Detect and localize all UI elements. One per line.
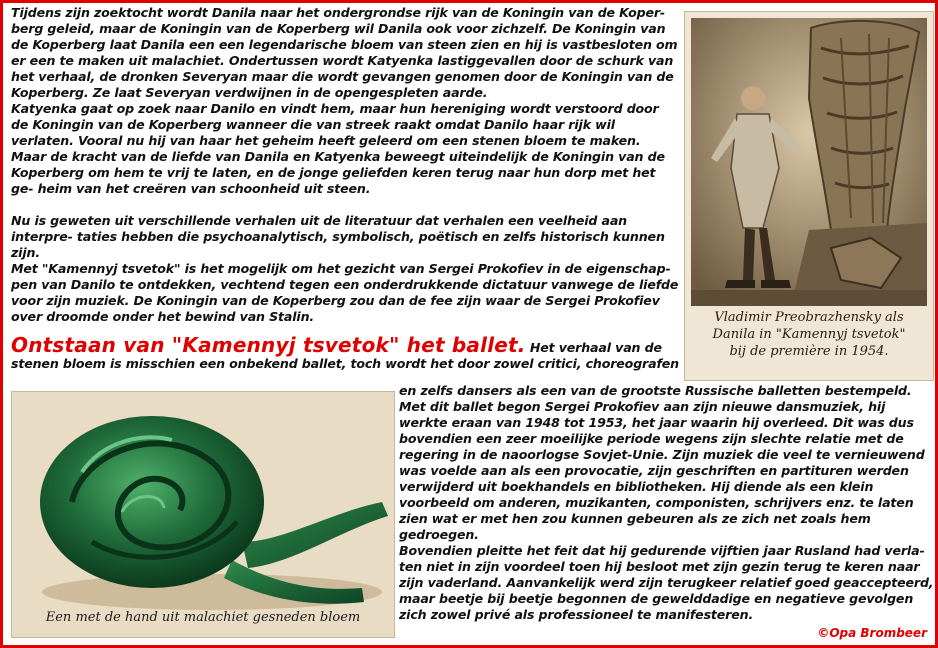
copyright-notice: ©Opa Brombeer bbox=[817, 626, 927, 640]
dancer-photo-caption bbox=[691, 309, 927, 360]
right-text-column bbox=[399, 383, 935, 623]
paragraph: Nu is geweten uit verschillende verhalen uit de literatuur dat verhalen een veelheid aan interpre- taties hebben die psychoanalytisch, symbolisch, poëtisch en zelfs historisch kunnen zijn. bbox=[11, 213, 665, 260]
paragraph: Met "Kamennyj tsvetok" is het mogelijk om het gezicht van Sergei Prokofiev in de eigenschap- pen van Danilo te ontdekken, vechtend tegen een onderdrukkende dictatuur vanwege de liefde voor zijn muziek. De Koningin van de Koperberg zou dan de fee zijn waar de Sergei Prokofiev over droomde onder het bewind van Stalin. bbox=[11, 261, 679, 324]
paragraph: Maar de kracht van de liefde van Danila en Katyenka beweegt uiteindelijk de Koningin van de Koperberg om hem te vrij te laten, en de jonge geliefden keren terug naar hun dorp met het ge- heim van het creëren van schoonheid uit steen. bbox=[11, 149, 665, 196]
dancer-photo-image bbox=[691, 18, 927, 306]
paragraph: Tijdens zijn zoektocht wordt Danila naar het ondergrondse rijk van de Koningin van de Koper- berg geleid, maar de Koningin van de Koperberg wil Danila ook voor zichzelf. De Koningin van de Koperberg laat Danila een een legendarische bloem van steen zien en hij is vastbesloten om er een te maken uit malachiet. Ondertussen wordt Katyenka lastiggevallen door de schurk van het verhaal, de dronken Severyan maar die wordt gevangen genomen door de Koningin van de Koperberg. Ze laat Severyan verdwijnen in de opengespleten aarde. bbox=[11, 5, 678, 100]
caption-line: Vladimir Preobrazhensky als bbox=[714, 310, 904, 325]
section-heading: Ontstaan van "Kamennyj tsvetok" het ballet. bbox=[11, 333, 526, 357]
paragraph-gap bbox=[11, 197, 679, 213]
paragraph: en zelfs dansers als een van de grootste Russische balletten bestempeld. Met dit ballet begon Sergei Prokofiev aan zijn nieuwe dansmuziek, hij werkte eraan van 1948 tot 1953, het jaar waarin hij overleed. Dit was dus bovendien een zeer moeilijke periode wegens zijn slechte relatie met de regering in de naoorlogse Sovjet-Unie. Zijn muziek die veel te vernieuwend was voelde aan als een provocatie, zijn geschriften en partituren werden verwijderd uit boekhandels en bibliotheken. Hij diende als een klein voorbeeld om anderen, muzikanten, componisten, schrijvers enz. te laten zien wat er met hen zou kunnen gebeuren als ze zich net zoals hem gedroegen. bbox=[399, 383, 925, 542]
caption-line: bij de première in 1954. bbox=[729, 344, 889, 359]
section-intro-text: Het verhaal van de stenen bloem is misschien een onbekend ballet, toch wordt het door zowel critici, choreografen bbox=[11, 340, 679, 371]
malachite-flower-image bbox=[12, 392, 394, 637]
paragraph: Katyenka gaat op zoek naar Danilo en vindt hem, maar hun hereniging wordt verstoord door de Koningin van de Koperberg wanneer die van streek raakt omdat Danilo haar rijk wil verlaten. Vooral nu hij van haar het geheim heeft geleerd om een stenen bloem te maken. bbox=[11, 101, 659, 148]
dancer-photo bbox=[684, 11, 934, 381]
section-intro bbox=[11, 333, 683, 372]
malachite-flower-caption: Een met de hand uit malachiet gesneden bloem bbox=[45, 610, 361, 625]
top-text-column bbox=[11, 5, 679, 325]
caption-line: Danila in "Kamennyj tsvetok" bbox=[712, 327, 906, 342]
malachite-flower-photo bbox=[11, 391, 395, 638]
paragraph: Bovendien pleitte het feit dat hij gedurende vijftien jaar Rusland had verla- ten niet in zijn voordeel toen hij besloot met zijn gezin terug te keren naar zijn vaderland. Aanvankelijk werd zijn terugkeer relatief goed geaccepteerd, maar beetje bij beetje begonnen de gewelddadige en negatieve gevolgen zich zowel privé als professioneel te manifesteren. bbox=[399, 543, 934, 622]
